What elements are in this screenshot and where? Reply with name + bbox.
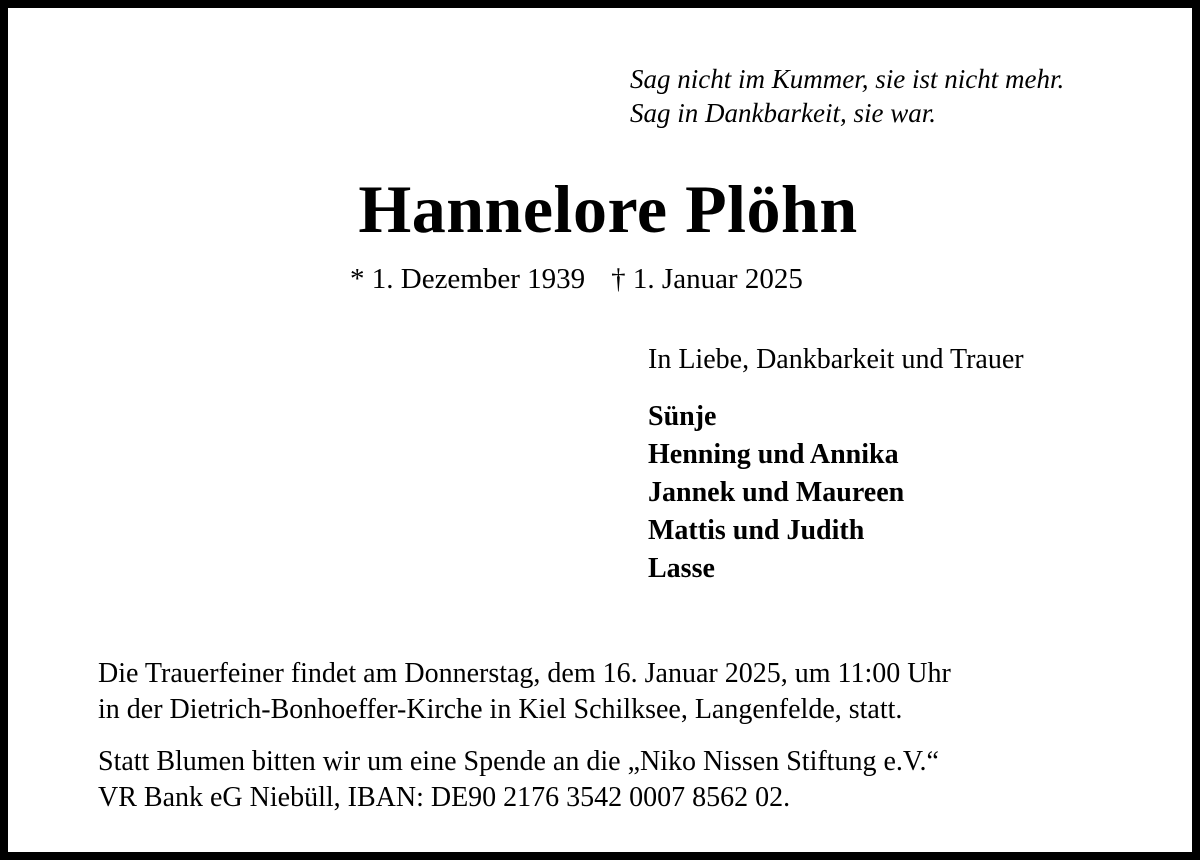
mourner-name: Sünje [648, 401, 717, 432]
donation-line: Statt Blumen bitten wir um eine Spende an die „Niko Nissen Stiftung e.V.“ [98, 746, 939, 777]
death-date: † 1. Januar 2025 [611, 263, 803, 295]
mourner-name: Henning und Annika [648, 439, 899, 470]
donation-line: VR Bank eG Niebüll, IBAN: DE90 2176 3542 0007 8562 02. [98, 782, 791, 813]
funeral-line: Die Trauerfeiner findet am Donnerstag, dem 16. Januar 2025, um 11:00 Uhr [98, 658, 951, 689]
mourners-list [648, 398, 904, 588]
donation-info [98, 744, 939, 816]
life-dates [350, 259, 803, 299]
dedication-line: In Liebe, Dankbarkeit und Trauer [648, 344, 1024, 375]
memorial-quote [630, 62, 1064, 130]
mourner-name: Lasse [648, 553, 715, 584]
birth-date: * 1. Dezember 1939 [350, 263, 586, 295]
mourner-name: Mattis und Judith [648, 515, 865, 546]
deceased-name: Hannelore Plöhn [358, 171, 858, 247]
funeral-info [98, 656, 951, 728]
quote-line: Sag in Dankbarkeit, sie war. [630, 98, 936, 128]
mourner-name: Jannek und Maureen [648, 477, 905, 508]
quote-line: Sag nicht im Kummer, sie ist nicht mehr. [630, 64, 1065, 94]
funeral-line: in der Dietrich-Bonhoeffer-Kirche in Kiel Schilksee, Langenfelde, statt. [98, 694, 903, 725]
